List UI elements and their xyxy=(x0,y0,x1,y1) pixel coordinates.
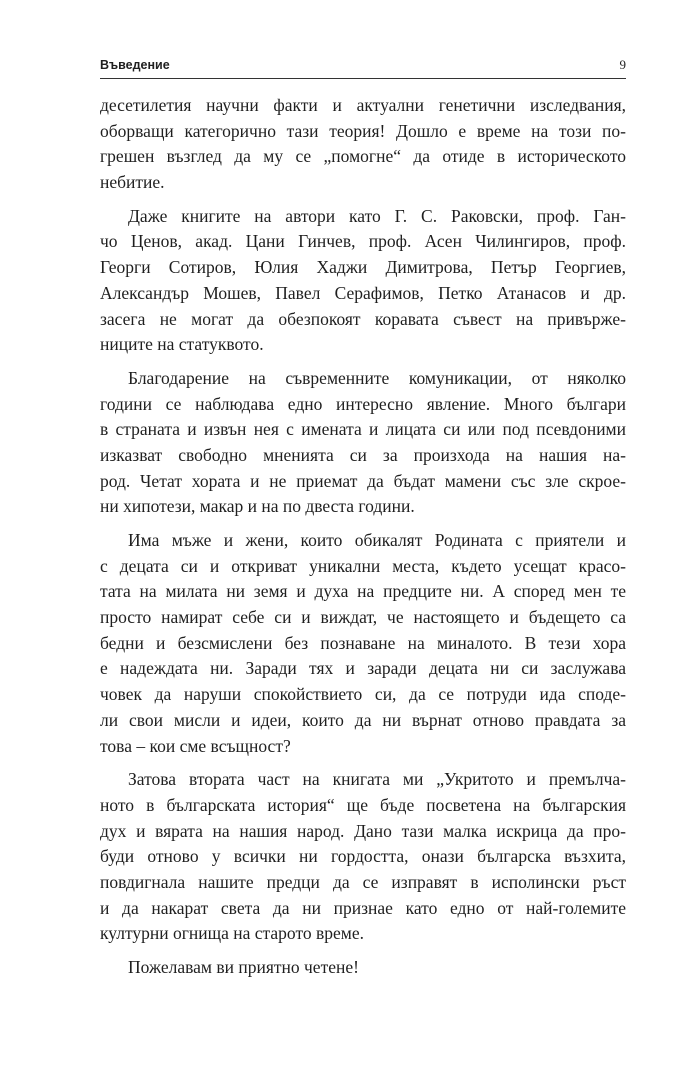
text-line: ни хипотези, макар и на по двеста години. xyxy=(100,496,415,517)
text-line: човек да наруши спокойствието си, да се потруди ида споде- xyxy=(100,684,626,705)
text-line: грешен възглед да му се „помогне“ да отиде в историческото xyxy=(100,146,626,167)
text-line: род. Четат хората и не приемат да бъдат мамени със зле скрое- xyxy=(100,470,626,491)
text-line: оборващи категорично тази теория! Дошло е време на този по- xyxy=(100,120,626,141)
text-line: буди отново у всички ни гордостта, онази българска възхита, xyxy=(100,846,626,867)
text-line: ли свои мисли и идеи, които да ни върнат отново правдата за xyxy=(100,709,626,730)
text-line: засега не могат да обезпокоят коравата съвест на привърже- xyxy=(100,308,626,329)
paragraph xyxy=(100,528,626,759)
text-line: дух и вярата на нашия народ. Дано тази малка искрица да про- xyxy=(100,820,626,841)
text-line: бедни и безсмислени без познаване на миналото. В тези хора xyxy=(100,632,626,653)
text-line: ниците на статуквото. xyxy=(100,334,264,355)
text-line: Затова втората част на книгата ми „Укритото и премълча- xyxy=(128,769,626,790)
paragraph xyxy=(100,204,626,358)
text-line: Георги Сотиров, Юлия Хаджи Димитрова, Петър Георгиев, xyxy=(100,257,626,278)
text-line: повдигнала нашите предци да се изправят в исполински ръст xyxy=(100,871,626,892)
text-line: просто намират себе си и виждат, че настоящето и бъдещето са xyxy=(100,607,626,628)
text-line: тата на милата ни земя и духа на предците ни. А според мен те xyxy=(100,581,626,602)
text-line: Благодарение на съвременните комуникации, от няколко xyxy=(128,367,626,388)
text-line: Има мъже и жени, които обикалят Родината с приятели и xyxy=(128,530,626,550)
text-line: с децата си и откриват уникални места, където усещат красо- xyxy=(100,555,626,576)
text-line: е надеждата ни. Заради тях и заради децата ни си заслужава xyxy=(100,658,626,679)
header-rule xyxy=(100,78,626,79)
text-line: Даже книгите на автори като Г. С. Раковски, проф. Ган- xyxy=(128,205,626,226)
page-number: 9 xyxy=(619,57,626,72)
paragraph xyxy=(100,767,626,947)
paragraph xyxy=(100,366,626,520)
paragraph xyxy=(100,93,626,196)
paragraph xyxy=(100,955,626,981)
text-line: Александър Мошев, Павел Серафимов, Петко Атанасов и др. xyxy=(100,282,626,303)
body-text xyxy=(100,93,626,981)
text-line: ното в българската история“ ще бъде посветена на българския xyxy=(100,794,626,815)
text-line: години се наблюдава едно интересно явление. Много българи xyxy=(100,393,626,414)
text-line: и да накарат света да ни признае като едно от най-големите xyxy=(100,897,626,918)
text-line: в страната и извън нея с имената и лицата си или под псевдоними xyxy=(100,419,626,440)
page-header xyxy=(100,57,626,79)
text-line: чо Ценов, акад. Цани Гинчев, проф. Асен Чилингиров, проф. xyxy=(100,231,626,252)
text-line: изказват свободно мненията си за произхода на нашия на- xyxy=(100,444,626,465)
text-line: Пожелавам ви приятно четене! xyxy=(128,957,359,977)
text-line: десетилетия научни факти и актуални генетични изследвания, xyxy=(100,95,626,115)
text-line: културни огнища на старото време. xyxy=(100,923,364,944)
running-title: Въведение xyxy=(100,58,170,72)
text-line: това – кои сме всъщност? xyxy=(100,735,291,756)
text-line: небитие. xyxy=(100,172,165,193)
